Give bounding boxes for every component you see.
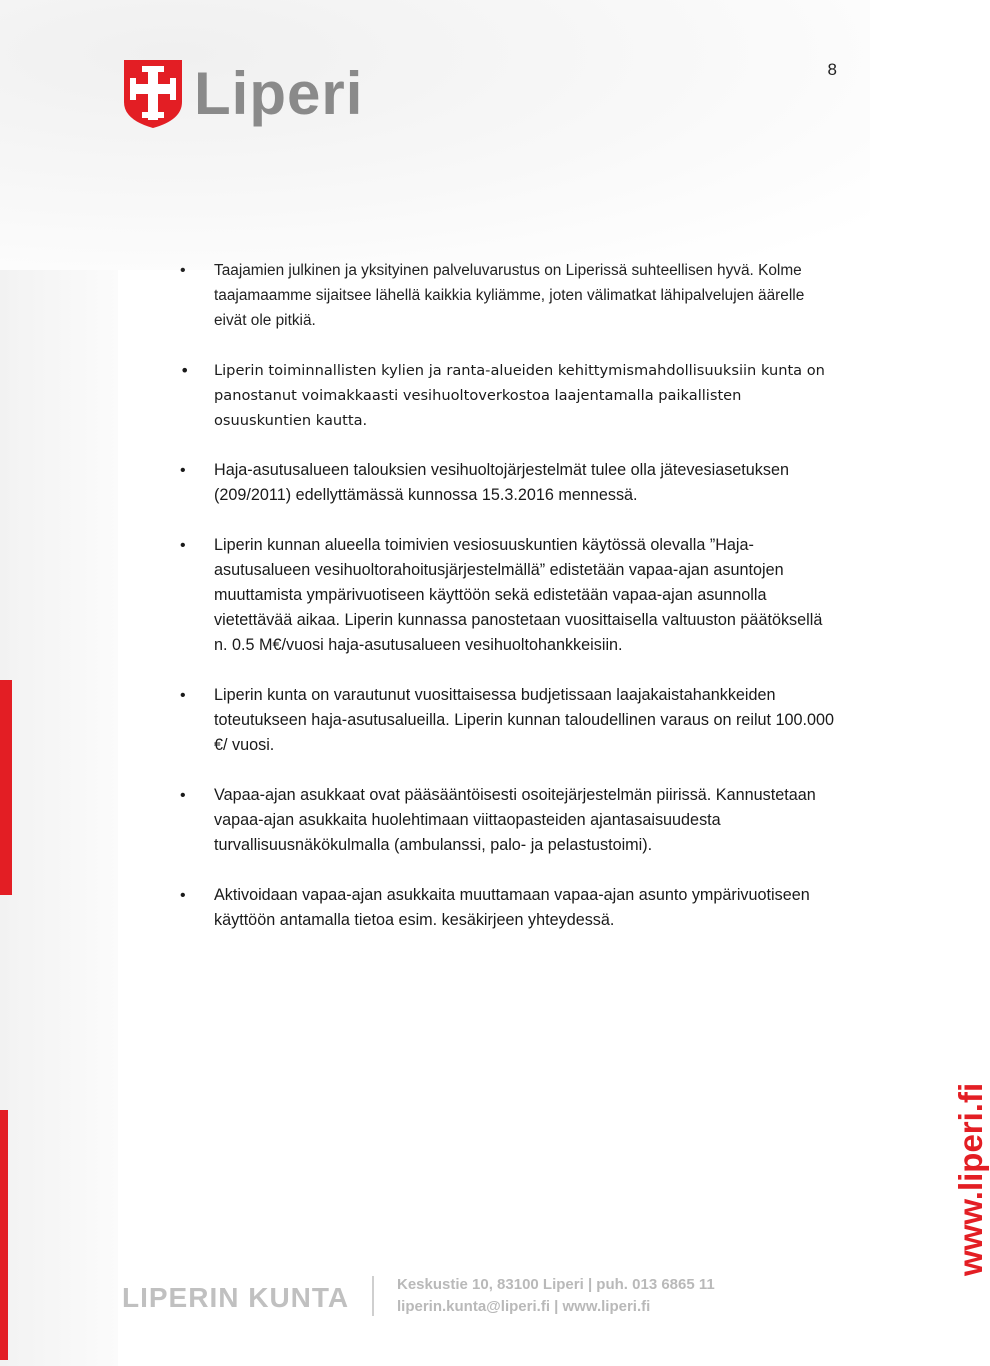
bullet-item: • Taajamien julkinen ja yksityinen palveluvarustus on Liperissä suhteellisen hyvä. Kolme taajamaamme sijaitsee lähellä kaikkia kyliämme, joten välimatkat lähipalvelujen äärelle eivät ole pitkiä. [180,258,840,333]
red-accent-strip [0,680,12,895]
footer-divider [372,1276,374,1316]
footer-email: liperin.kunta@liperi.fi | www.liperi.fi [397,1298,651,1315]
bullet-item: • Aktivoidaan vapaa-ajan asukkaita muuttamaan vapaa-ajan asunto ympärivuotiseen käyttöön antamalla tietoa esim. kesäkirjeen yhteydessä. [180,883,840,933]
footer-org-name: LIPERIN KUNTA [122,1282,350,1313]
bullet-item: • Liperin toiminnallisten kylien ja ranta-alueiden kehittymismahdollisuuksiin kunta on panostanut voimakkaasti vesihuoltoverkostoa laajentamalla paikallisten osuuskuntien kautta. [180,358,840,433]
bullet-item: • Liperin kunnan alueella toimivien vesiosuuskuntien käytössä olevalla ”Haja-asutusalueen vesihuoltorahoitusjärjestelmällä” edistetään vapaa-ajan asuntojen muuttamista ympärivuotiseen käyttöön sekä edistetään vapaa-ajan asunnolla vietettävää aikaa. Liperin kunnassa panostetaan vuosittaisella valtuuston päätöksellä n. 0.5 M€/vuosi haja-asutusalueen vesihuoltohankkeisiin. [180,533,840,658]
bullet-list [180,258,840,933]
footer-website-vertical: www.liperi.fi [952,1082,989,1276]
liperi-logo [122,58,363,130]
red-accent-strip-lower [0,1110,8,1360]
footer-contact [397,1274,715,1318]
bullet-item: • Liperin kunta on varautunut vuosittaisessa budjetissaan laajakaistahankkeiden toteutukseen haja-asutusalueilla. Liperin kunnan taloudellinen varaus on reilut 100.000 €/ vuosi. [180,683,840,758]
bullet-item: • Vapaa-ajan asukkaat ovat pääsääntöisesti osoitejärjestelmän piirissä. Kannustetaan vapaa-ajan asukkaita huolehtimaan viittaopasteiden ajantasaisuudesta turvallisuusnäkökulmalla (ambulanssi, palo- ja pelastustoimi). [180,783,840,858]
bullet-item: • Haja-asutusalueen talouksien vesihuoltojärjestelmät tulee olla jätevesiasetuksen (209/2011) edellyttämässä kunnossa 15.3.2016 mennessä. [180,458,840,508]
cross-emblem-icon [122,58,184,130]
page-number: 8 [827,60,837,79]
logo-wordmark: Liperi [194,60,364,127]
header-background-shade [0,0,870,270]
footer-address: Keskustie 10, 83100 Liperi | puh. 013 6865 11 [397,1276,715,1293]
